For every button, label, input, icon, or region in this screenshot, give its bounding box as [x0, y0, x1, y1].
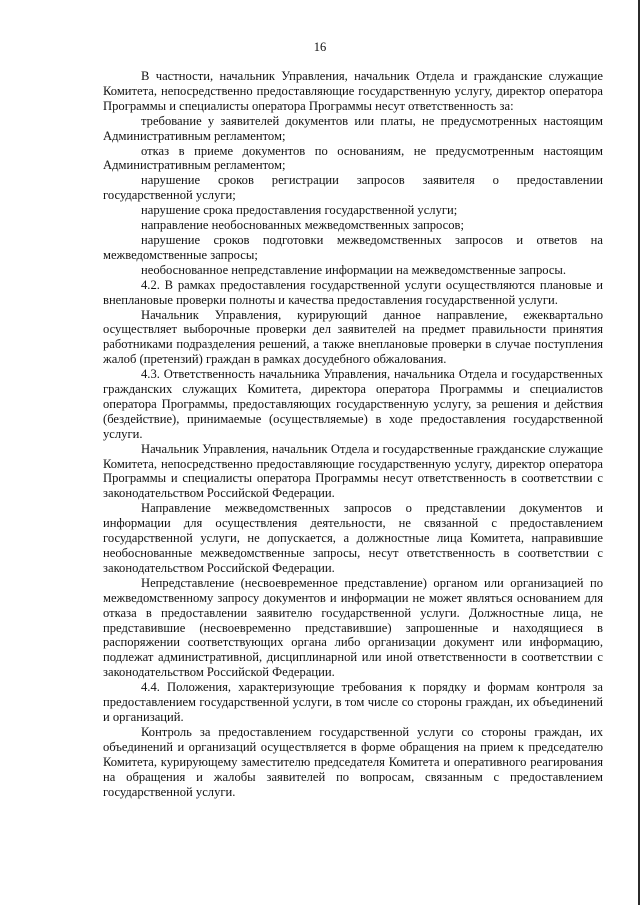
paragraph: нарушение сроков регистрации запросов заявителя о предоставлении государственной услуги;: [103, 173, 603, 203]
paragraph: Непредставление (несвоевременное представление) органом или организацией по межведомственному запросу документов и информации не может являться основанием для отказа в предоставлении заявителю государственной услуги. Должностные лица, не представившие (несвоевременно представившие) запрошенные и находящиеся в распоряжении соответствующих органа либо организации документ или информацию, подлежат административной, дисциплинарной или иной ответственности в соответствии с законодательством Российской Федерации.: [103, 575, 603, 680]
paragraph: требование у заявителей документов или платы, не предусмотренных настоящим Административным регламентом;: [103, 113, 603, 143]
paragraph: необоснованное непредставление информации на межведомственные запросы.: [141, 262, 567, 277]
paragraph: В частности, начальник Управления, начальник Отдела и гражданские служащие Комитета, непосредственно предоставляющие государственную услугу, директор оператора Программы и специалисты оператора Программы несут ответственность за:: [103, 69, 603, 113]
paragraph: 4.4. Положения, характеризующие требования к порядку и формам контроля за предоставлением государственной услуги, в том числе со стороны граждан, их объединений и организаций.: [103, 680, 603, 724]
paragraph: нарушение срока предоставления государственной услуги;: [141, 203, 458, 218]
paragraph: Направление межведомственных запросов о представлении документов и информации для осуществления деятельности, не связанной с предоставлением государственной услуги, не допускается, а должностные лица Комитета, направившие необоснованные межведомственные запросы, несут ответственность в соответствии с законодательством Российской Федерации.: [103, 501, 603, 575]
paragraph: Начальник Управления, курирующий данное направление, ежеквартально осуществляет выборочные проверки дел заявителей на предмет правильности принятия работниками подразделения решений, а также внеплановые проверки в случае поступления жалоб (претензий) граждан в рамках досудебного обжалования.: [103, 307, 603, 367]
paragraph: 4.2. В рамках предоставления государственной услуги осуществляются плановые и внеплановые проверки полноты и качества предоставления государственной услуги.: [103, 277, 603, 307]
body-text: [103, 69, 603, 799]
paragraph: Начальник Управления, начальник Отдела и государственные гражданские служащие Комитета, непосредственно предоставляющие государственную услугу, директор оператора Программы и специалисты оператора Программы несут ответственность в соответствии с законодательством Российской Федерации.: [103, 441, 603, 501]
paragraph: 4.3. Ответственность начальника Управления, начальника Отдела и государственных гражданских служащих Комитета, директора оператора Программы и специалистов оператора Программы, предоставляющих государственную услугу, за решения и действия (бездействие), принимаемые (осуществляемые) в ходе предоставления государственной услуги.: [103, 367, 603, 441]
paragraph: Контроль за предоставлением государственной услуги со стороны граждан, их объединений и организаций осуществляется в форме обращения на прием к председателю Комитета, курирующему заместителю председателя Комитета и оперативного реагирования на обращения и жалобы заявителей по вопросам, связанным с предоставлением государственной услуги.: [103, 724, 603, 799]
paragraph: направление необоснованных межведомственных запросов;: [141, 218, 464, 233]
page-number: 16: [313, 40, 327, 54]
paragraph: отказ в приеме документов по основаниям, не предусмотренным настоящим Административным регламентом;: [103, 143, 603, 173]
paragraph: нарушение сроков подготовки межведомственных запросов и ответов на межведомственные запросы;: [103, 232, 603, 262]
